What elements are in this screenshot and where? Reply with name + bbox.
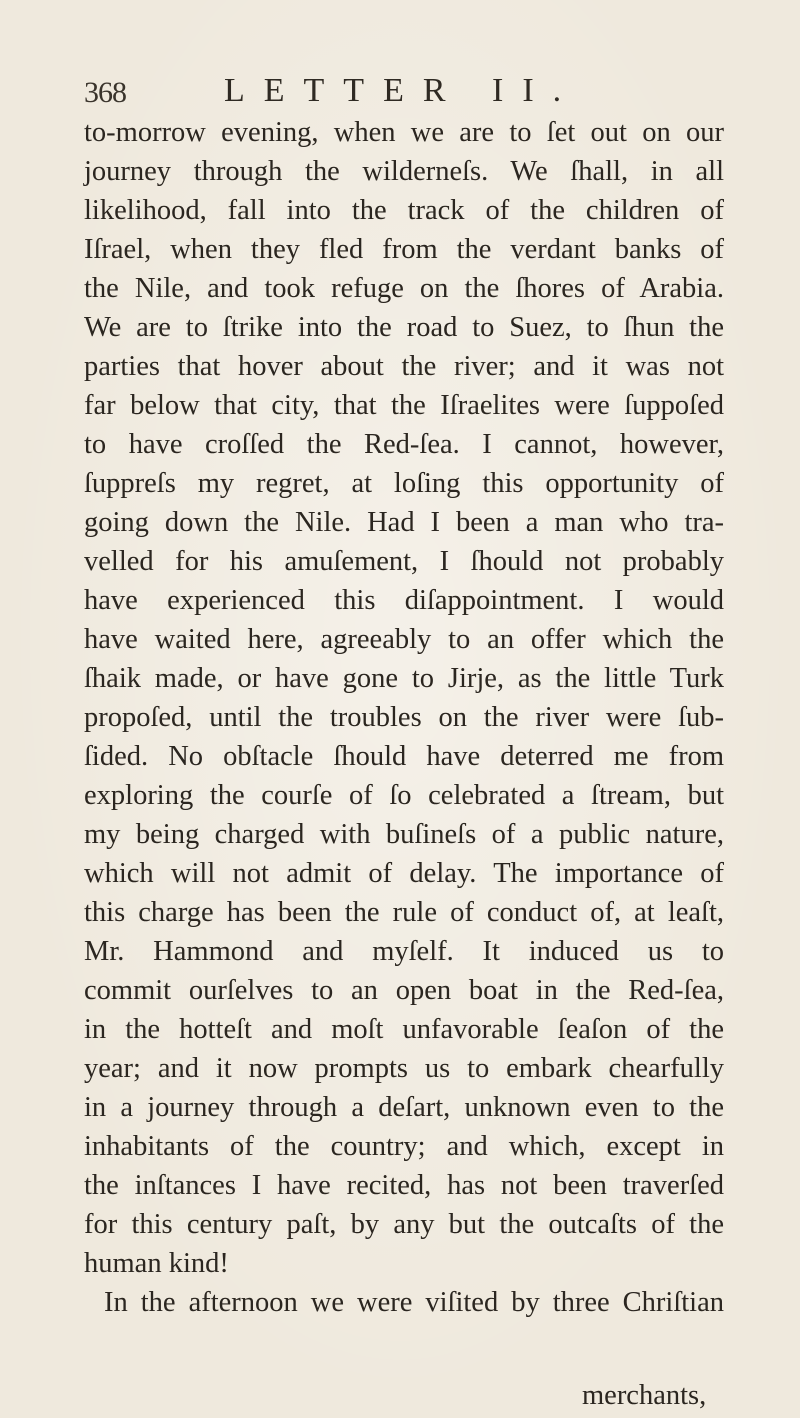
text-line: to have croſſed the Red-ſea. I cannot, however, — [84, 429, 724, 460]
text-line: velled for his amuſement, I ſhould not probably — [84, 546, 724, 577]
text-line: ſided. No obſtacle ſhould have deterred me from — [84, 741, 724, 772]
text-line: have experienced this diſappointment. I would — [84, 585, 724, 616]
text-line: ſhaik made, or have gone to Jirje, as the little Turk — [84, 663, 724, 694]
text-line: exploring the courſe of ſo celebrated a ſtream, but — [84, 780, 724, 811]
body-text — [84, 113, 724, 1322]
text-line: commit ourſelves to an open boat in the Red-ſea, — [84, 975, 724, 1006]
text-line: journey through the wilderneſs. We ſhall, in all — [84, 156, 724, 187]
text-line: ſuppreſs my regret, at loſing this opportunity of — [84, 468, 724, 499]
text-line-paragraph-end: human kind! — [84, 1248, 229, 1279]
running-title: LETTER II. — [224, 72, 581, 109]
text-line: this charge has been the rule of conduct of, at leaſt, — [84, 897, 724, 928]
text-line: Iſrael, when they fled from the verdant banks of — [84, 234, 724, 265]
text-line: parties that hover about the river; and it was not — [84, 351, 724, 382]
text-line: in a journey through a deſart, unknown even to the — [84, 1092, 724, 1123]
running-head — [84, 70, 724, 114]
text-line: likelihood, fall into the track of the children of — [84, 195, 724, 226]
text-line: the Nile, and took refuge on the ſhores of Arabia. — [84, 273, 724, 304]
text-line: far below that city, that the Iſraelites were ſuppoſed — [84, 390, 724, 421]
text-line: have waited here, agreeably to an offer which the — [84, 624, 724, 655]
text-line: Mr. Hammond and myſelf. It induced us to — [84, 936, 724, 967]
text-line: propoſed, until the troubles on the river were ſub- — [84, 702, 724, 733]
text-line: We are to ſtrike into the road to Suez, to ſhun the — [84, 312, 724, 343]
text-line: going down the Nile. Had I been a man who tra- — [84, 507, 724, 538]
text-line: my being charged with buſineſs of a public nature, — [84, 819, 724, 850]
text-line: in the hotteſt and moſt unfavorable ſeaſon of the — [84, 1014, 724, 1045]
text-line: year; and it now prompts us to embark chearfully — [84, 1053, 724, 1084]
catchword: merchants, — [582, 1380, 707, 1411]
text-line: for this century paſt, by any but the outcaſts of the — [84, 1209, 724, 1240]
page-number: 368 — [84, 76, 126, 109]
text-line: which will not admit of delay. The importance of — [84, 858, 724, 889]
text-line: the inſtances I have recited, has not been traverſed — [84, 1170, 724, 1201]
text-line: to-morrow evening, when we are to ſet out on our — [84, 117, 724, 148]
text-line-paragraph-start: In the afternoon we were viſited by three Chriſtian — [104, 1287, 724, 1318]
text-line: inhabitants of the country; and which, except in — [84, 1131, 724, 1162]
